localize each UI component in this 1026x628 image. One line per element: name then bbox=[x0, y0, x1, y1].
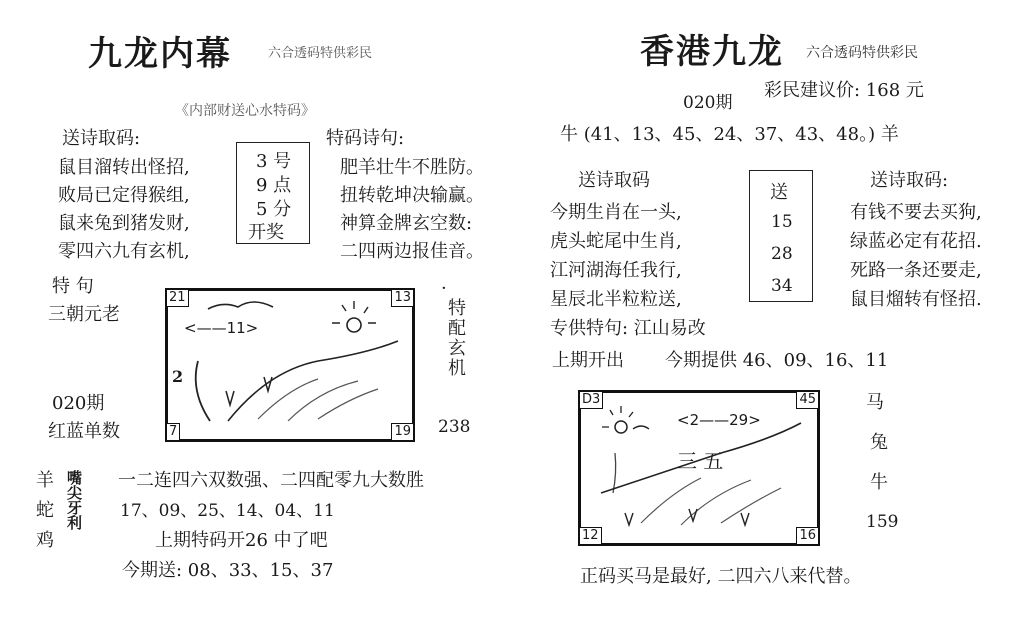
panel-corner-number: 45 bbox=[796, 391, 819, 409]
right-poem-line: 绿蓝必定有花招. bbox=[850, 231, 982, 252]
right-poem-line: 江河湖海任我行, bbox=[550, 260, 682, 281]
last-issue-label: 上期开出 bbox=[552, 350, 624, 371]
side-zodiac: 马 bbox=[866, 392, 884, 413]
special-header: 特码诗句: bbox=[326, 128, 405, 149]
hint-line-3: 上期特码开26 中了吧 bbox=[155, 530, 328, 551]
left-poem-line: 败局已定得猴组, bbox=[58, 185, 190, 206]
left-riddle-panel bbox=[165, 288, 415, 442]
special-line: 神算金牌玄空数: bbox=[340, 213, 473, 234]
send-number: 34 bbox=[771, 276, 793, 296]
zodiac-item: 蛇 bbox=[36, 500, 54, 521]
right-poem-line: 星辰北半粒粒送, bbox=[550, 289, 682, 310]
side-number: 159 bbox=[866, 512, 899, 532]
special-line: 扭转乾坤决输赢。 bbox=[340, 185, 484, 206]
draw-time-minute: 5 分 bbox=[256, 199, 292, 220]
panel-corner-number: 21 bbox=[166, 289, 189, 307]
hint-line-1: 一二连四六双数强、二四配零九大数胜 bbox=[118, 470, 424, 491]
sheep-number-line: 牛 (41、13、45、24、37、43、48。) 羊 bbox=[560, 124, 899, 145]
bottom-note: 正码买马是最好, 二四六八来代替。 bbox=[580, 566, 862, 587]
phrase-text: 三朝元老 bbox=[48, 304, 120, 325]
zodiac-item: 羊 bbox=[36, 470, 54, 491]
panel-text: <2——29> bbox=[677, 411, 761, 429]
right-poem-line: 鼠目熘转有怪招. bbox=[850, 289, 982, 310]
hint-line-2: 17、09、25、14、04、11 bbox=[120, 501, 335, 521]
right-poem-header-right: 送诗取码: bbox=[870, 170, 949, 191]
hill-sketch-illustration bbox=[581, 393, 817, 543]
side-number: 238 bbox=[438, 417, 471, 437]
send-number: 28 bbox=[771, 244, 793, 264]
panel-corner-number: D3 bbox=[579, 391, 603, 409]
left-poem-header: 送诗取码: bbox=[62, 128, 141, 149]
right-title-note: 六合透码特供彩民 bbox=[806, 45, 918, 61]
right-riddle-panel bbox=[578, 390, 820, 546]
hill-sketch-illustration bbox=[168, 291, 412, 439]
zodiac-note: 嘴尖牙利 bbox=[65, 470, 83, 530]
panel-corner-number: 7 bbox=[166, 423, 180, 441]
send-number: 15 bbox=[771, 212, 793, 232]
side-zodiac: 兔 bbox=[870, 432, 888, 453]
draw-time-day: 3 号 bbox=[256, 151, 292, 172]
special-line: 肥羊壮牛不胜防。 bbox=[340, 157, 484, 178]
side-zodiac: 牛 bbox=[870, 472, 888, 493]
left-title-note: 六合透码特供彩民 bbox=[268, 46, 373, 61]
panel-text: <——11> bbox=[184, 319, 259, 337]
draw-time-hour: 9 点 bbox=[256, 175, 292, 196]
side-vertical-text: 特配玄机 bbox=[445, 298, 466, 378]
right-title: 香港九龙 bbox=[640, 32, 784, 72]
special-phrase: 专供特句: 江山易改 bbox=[550, 318, 706, 339]
panel-corner-number: 16 bbox=[796, 527, 819, 545]
left-poem-line: 鼠来兔到猪发财, bbox=[58, 213, 190, 234]
zodiac-item: 鸡 bbox=[36, 530, 54, 551]
left-poem-line: 零四六九有玄机, bbox=[58, 241, 190, 262]
special-line: 二四两边报佳音。 bbox=[340, 241, 484, 262]
phrase-label: 特 句 bbox=[52, 276, 94, 297]
right-poem-line: 今期生肖在一头, bbox=[550, 202, 682, 223]
panel-chars: 三 五 bbox=[677, 449, 724, 473]
panel-corner-number: 19 bbox=[391, 423, 414, 441]
left-title: 九龙内幕 bbox=[88, 34, 232, 74]
panel-corner-number: 13 bbox=[391, 289, 414, 307]
side-dot: · bbox=[441, 278, 447, 299]
left-subtitle: 《内部财送心水特码》 bbox=[175, 103, 315, 119]
price-text: 彩民建议价: 168 元 bbox=[764, 80, 924, 101]
left-issue: 020期 bbox=[52, 393, 105, 414]
panel-mark: 2 bbox=[172, 367, 184, 386]
panel-corner-number: 12 bbox=[579, 527, 602, 545]
redblue-text: 红蓝单数 bbox=[48, 421, 120, 442]
this-issue-numbers: 今期提供 46、09、16、11 bbox=[665, 350, 889, 371]
right-poem-line: 有钱不要去买狗, bbox=[850, 202, 982, 223]
left-poem-line: 鼠目溜转出怪招, bbox=[58, 157, 190, 178]
send-label: 送 bbox=[770, 182, 788, 203]
hint-line-4: 今期送: 08、33、15、37 bbox=[122, 560, 334, 581]
right-poem-line: 死路一条还要走, bbox=[850, 260, 982, 281]
draw-time-label: 开奖 bbox=[248, 222, 284, 243]
right-poem-header-left: 送诗取码 bbox=[578, 170, 650, 191]
right-poem-line: 虎头蛇尾中生肖, bbox=[550, 231, 682, 252]
right-issue: 020期 bbox=[683, 93, 733, 113]
